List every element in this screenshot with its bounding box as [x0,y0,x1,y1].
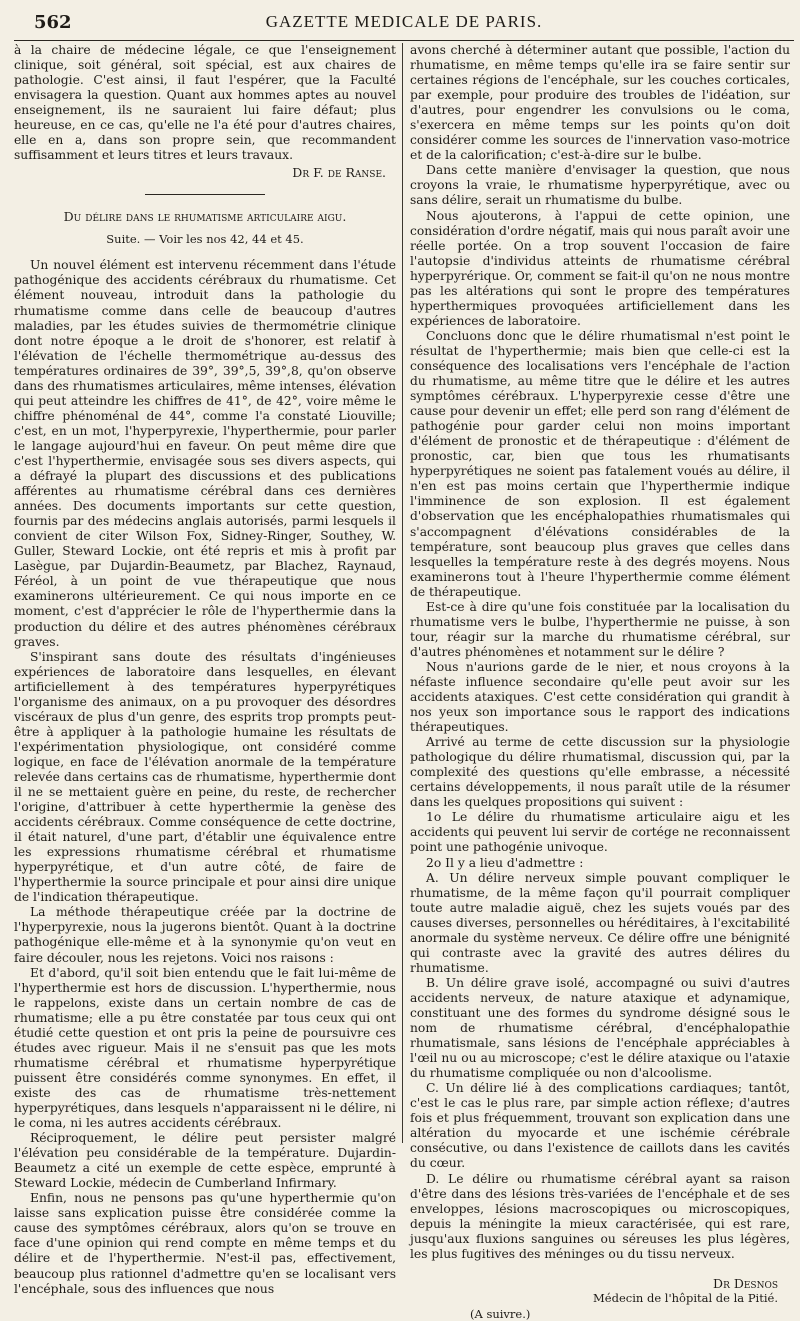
paragraph: Et d'abord, qu'il soit bien entendu que le fait lui-même de l'hyperthermie est hors de discussion. L'hyperthermie, nous le rappelons, existe dans un certain nombre de cas de rhumatisme; elle a pu être constatée par tous ceux qui ont étudié cette question et ont pris la peine de poursuivre ces études avec rigueur. Mais il ne s'ensuit pas que les mots rhumatisme cérébral et rhumatisme hyperpyrétique puissent être considérés comme synonymes. En effet, il existe des cas de rhumatisme très-nettement hyperpyrétiques, dans lesquels n'apparaissent ni le délire, ni le coma, ni les autres accidents cérébraux. [14,965,396,1131]
intro-paragraph: à la chaire de médecine légale, ce que l'enseignement clinique, soit général, soit spécial, est aux chaires de pathologie. C'est ainsi, il faut l'espérer, que la Faculté envisagera la question. Quant aux hommes aptes au nouvel enseignement, ils ne sauraient lui faire défaut; plus heureuse, en ce cas, qu'elle ne l'a été pour d'autres chaires, elle en a, dans son propre sein, que recommandent suffisamment et leurs titres et leurs travaux. [14,43,396,163]
proposition-2: 2o Il y a lieu d'admettre : [426,855,584,870]
left-column [14,43,402,1296]
paragraph: Concluons donc que le délire rhumatismal n'est point le résultat de l'hyperthermie; mais bien que celle-ci est la conséquence des localisations vers l'encéphale de l'action du rhumatisme, au même titre que le délire et les autres symptômes cérébraux. L'hyperpyrexie cesse d'être une cause pour devenir un effet; elle perd son rang d'élément de pathogénie pour garder celui non moins important d'élément de pronostic et de thérapeutique : d'élément de pronostic, car, bien que tous les rhumatisants hyperpyrétiques ne soient pas fatalement voués au délire, il n'en est pas moins certain que l'hyperthermie indique l'imminence de son explosion. Il est également d'observation que les encéphalopathies rhumatismales qui s'accompagnent d'élévations considérables de la température, sont beaucoup plus graves que celles dans lesquelles la température reste à des degrés moyens. Nous examinerons tout à l'heure l'hyperthermie comme élément de thérapeutique. [410,328,790,599]
paragraph: Enfin, nous ne pensons pas qu'une hyperthermie qu'on laisse sans explication puisse être considérée comme la cause des symptômes cérébraux, alors qu'on se trouve en face d'une opinion qui rend compte en même temps et du délire et de l'hyperthermie. N'est-il pas, effectivement, beaucoup plus rationnel d'admettre qu'en se localisant vers l'encéphale, sous des influences que nous [14,1191,396,1296]
paragraph: Nous ajouterons, à l'appui de cette opinion, une considération d'ordre négatif, mais qui nous paraît avoir une réelle portée. On a trop souvent l'occasion de faire l'autopsie d'individus atteints de rhumatisme cérébral hyperpyrérique. Or, comment se fait-il qu'on ne nous montre pas les altérations qui sont le propre des températures hyperthermiques provoquées artificiellement dans les expériences de laboratoire. [410,208,790,328]
author-role: Médecin de l'hôpital de la Pitié. [593,1290,778,1305]
section-divider [145,194,265,195]
article-title: Du délire dans le rhumatisme articulaire aigu. [63,209,347,225]
paragraph: S'inspirant sans doute des résultats d'ingénieuses expériences de laboratoire dans lesquelles, en élevant artificiellement à des températures hyperpyrétiques l'organisme des animaux, on a pu provoquer des désordres viscéraux de plus d'un genre, des esprits trop prompts peut-être à appliquer à la pathologie humaine les résultats de l'expérimentation physiologique, ont considéré comme logique, en face de l'élévation anormale de la température relevée dans certains cas de rhumatisme, hyperthermie dont il ne se mettaient guère en peine, du reste, de rechercher l'origine, d'attribuer à cette hyperthermie la genèse des accidents cérébraux. Comme conséquence de cette doctrine, il était naturel, d'une part, d'établir une équivalence entre les expressions rhumatisme cérébral et rhumatisme hyperpyrétique, et d'un autre côté, de faire de l'hyperthermie la source principale et pour ainsi dire unique de l'indication thérapeutique. [14,649,396,905]
proposition-b: B. Un délire grave isolé, accompagné ou suivi d'autres accidents nerveux, de nature ataxique et adynamique, constituant une des formes du syndrome désigné sous le nom de rhumatisme cérébral, d'encéphalopathie rhumatismale, sans lésions de l'encéphale appréciables à l'œil nu ou au microscope; c'est le délire ataxique ou l'ataxie du rhumatisme compliquée ou non d'alcoolisme. [410,975,790,1081]
paragraph: La méthode thérapeutique créée par la doctrine de l'hyperpyrexie, nous la jugerons bientôt. Quant à la doctrine pathogénique elle-même et à la synonymie qu'on veut en faire découler, nous les rejetons. Voici nos raisons : [14,905,396,965]
proposition-d: D. Le délire ou rhumatisme cérébral ayant sa raison d'être dans des lésions très-variées de l'encéphale et de ses enveloppes, lésions macroscopiques ou microscopiques, depuis la méningite la mieux caractérisée, qui est rare, jusqu'aux fluxions sanguines ou séreuses les plus légères, les plus fugitives des méninges ou du tissu nerveux. [410,1171,790,1261]
paragraph: Est-ce à dire qu'une fois constituée par la localisation du rhumatisme vers le bulbe, l'hyperthermie ne puisse, à son tour, réagir sur la marche du rhumatisme cérébral, sur d'autres phénomènes et notamment sur le délire ? [410,599,790,659]
page-number: 562 [34,12,72,33]
paragraph: Dans cette manière d'envisager la question, que nous croyons la vraie, le rhumatisme hyperpyrétique, avec ou sans délire, serait un rhumatisme du bulbe. [410,163,790,208]
paragraph: Un nouvel élément est intervenu récemment dans l'étude pathogénique des accidents cérébraux du rhumatisme. Cet élément nouveau, introduit dans la pathologie du rhumatisme comme dans celle de beaucoup d'autres maladies, par les études suivies de thermométrie clinique dont notre époque a le droit de s'honorer, est relatif à l'élévation de l'échelle thermométrique au-dessus des températures ordinaires de 39°, 39°,5, 39°,8, qu'on observe dans des rhumatismes articulaires, même intenses, élévation qui peut atteindre les chiffres de 41°, de 42°, voire même le chiffre phénoménal de 44°, comme l'a constaté Liouville; c'est, en un mot, l'hyperpyrexie, l'hyperthermie, pour parler le langage aujourd'hui en faveur. On peut même dire que c'est l'hyperthermie, envisagée sous ses divers aspects, qui a défrayé la plupart des discussions et des publications afférentes au rhumatisme cérébral dans ces dernières années. Des documents importants sur cette question, fournis par des médecins anglais autorisés, parmi lesquels il convient de citer Wilson Fox, Sidney-Ringer, Southey, W. Guller, Steward Lockie, ont été repris et mis à profit par Lasègue, par Dujardin-Beaumetz, par Blachez, Raynaud, Féréol, à un point de vue thérapeutique que nous examinerons ultérieurement. Ce qui nous importe en ce moment, c'est d'apprécier le rôle de l'hyperthermie dans la production du délire et des autres phénomènes cérébraux graves. [14,258,396,649]
proposition-c: C. Un délire lié à des complications cardiaques; tantôt, c'est le cas le plus rare, par simple action réflexe; d'autres fois et plus fréquemment, trouvant son explication dans une altération du myocarde et une ischémie cérébrale consécutive, ou dans l'existence de caillots dans les cavités du cœur. [410,1081,790,1171]
article-columns [14,43,794,1321]
continuation-note: Suite. — Voir les nos 42, 44 et 45. [106,232,304,247]
paragraph: avons cherché à déterminer autant que possible, l'action du rhumatisme, en même temps qu'elle ira se faire sentir sur certaines régions de l'encéphale, sur les couches corticales, par exemple, pour produire des troubles de l'idéation, sur d'autres, pour engendrer les convulsions ou le coma, s'exercera en même temps sur les points qu'on doit considérer comme les sources de l'innervation vaso-motrice et de la calorification; c'est-à-dire sur le bulbe. [410,43,790,163]
journal-title: GAZETTE MEDICALE DE PARIS. [265,12,543,31]
to-be-continued: (A suivre.) [470,1306,531,1321]
author-signature: Dr Desnos [713,1275,778,1291]
signature-de-ranse: Dr F. de Ranse. [292,165,386,181]
right-column [402,43,790,1321]
paragraph: Arrivé au terme de cette discussion sur la physiologie pathologique du délire rhumatismal, discussion qui, par la complexité des questions qu'elle embrasse, a nécessité certains développements, il nous paraît utile de la résumer dans les quelques propositions qui suivent : [410,735,790,810]
paragraph: Nous n'aurions garde de le nier, et nous croyons à la néfaste influence secondaire qu'elle peut avoir sur les accidents ataxiques. C'est cette considération qui grandit à nos yeux son importance sous le rapport des indications thérapeutiques. [410,659,790,735]
proposition-a: A. Un délire nerveux simple pouvant compliquer le rhumatisme, de la même façon qu'il pourrait compliquer toute autre maladie aiguë, chez les sujets voués par des causes diverses, personnelles ou héréditaires, à l'excitabilité anormale du système nerveux. Ce délire offre une bénignité qui contraste avec la gravité des autres délires du rhumatisme. [410,870,790,975]
paragraph: Réciproquement, le délire peut persister malgré l'élévation peu considérable de la température. Dujardin-Beaumetz a cité un exemple de cette espèce, emprunté à Steward Lockie, médecin de Cumberland Infirmary. [14,1131,396,1191]
proposition-1: 1o Le délire du rhumatisme articulaire aigu et les accidents qui peuvent lui servir de cortége ne reconnaissent point une pathogénie univoque. [410,810,790,855]
page-header [14,0,794,41]
